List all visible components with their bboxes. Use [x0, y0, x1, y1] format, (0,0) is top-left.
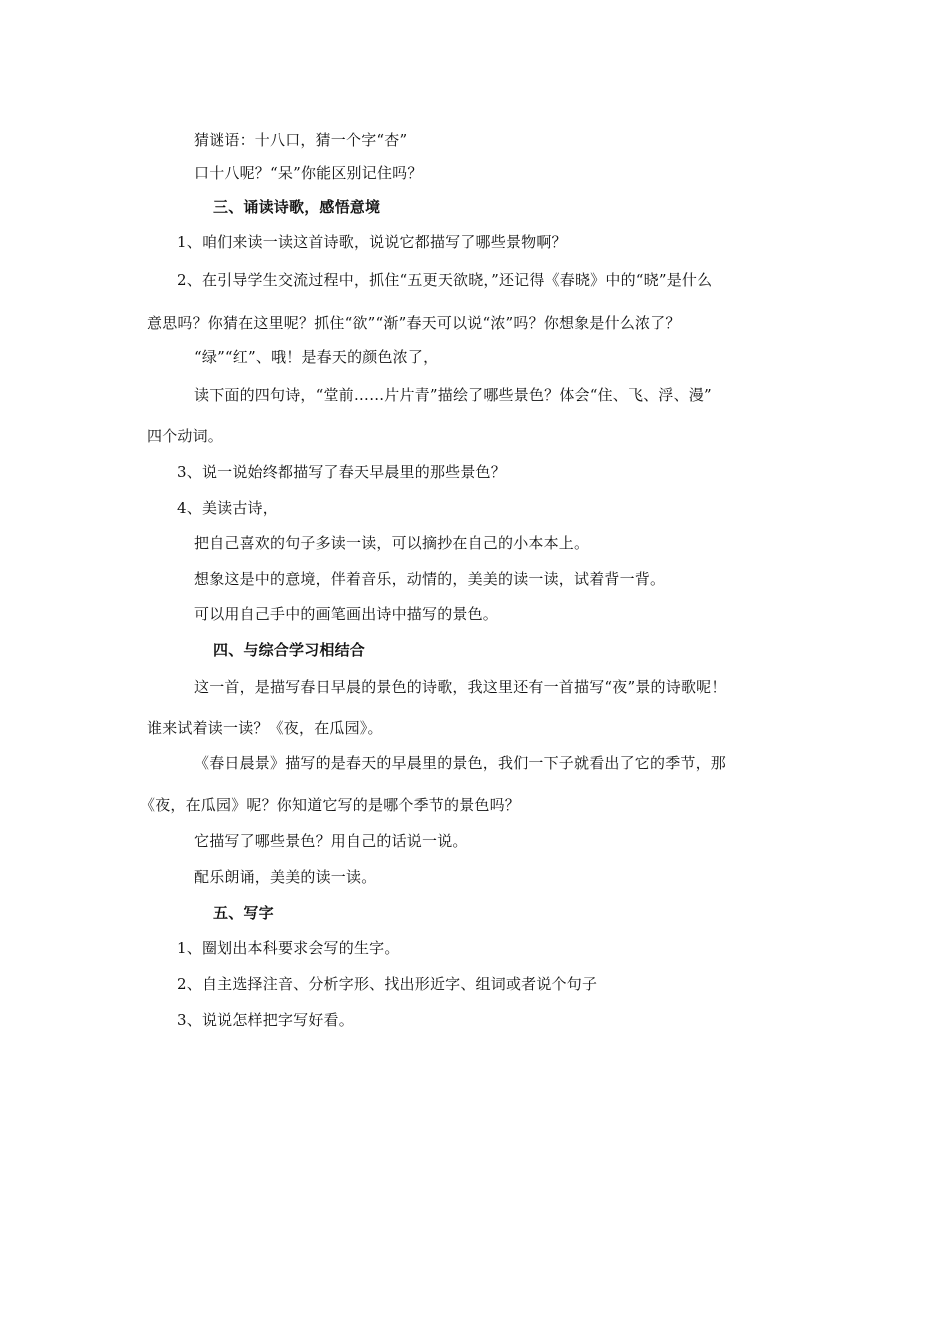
- paragraph-line: “绿”“红”、哦！是春天的颜色浓了，: [194, 348, 439, 366]
- paragraph-line: 意思吗？你猜在这里呢？抓住“欲”“渐”春天可以说“浓”吗？你想象是什么浓了？: [147, 314, 681, 332]
- section-heading-5: 五、写字: [213, 904, 274, 922]
- section-heading-4: 四、与综合学习相结合: [213, 641, 366, 659]
- paragraph-line: 配乐朗诵，美美的读一读。: [194, 868, 377, 886]
- paragraph-line: 把自己喜欢的句子多读一读，可以摘抄在自己的小本本上。: [194, 534, 590, 552]
- paragraph-line: 想象这是中的意境，伴着音乐，动情的，美美的读一读，试着背一背。: [194, 570, 666, 588]
- paragraph-line: 这一首，是描写春日早晨的景色的诗歌，我这里还有一首描写“夜”景的诗歌呢！: [194, 678, 727, 696]
- paragraph-line: 《春日晨景》描写的是春天的早晨里的景色，我们一下子就看出了它的季节，那: [194, 754, 727, 772]
- paragraph-line: 四个动词。: [147, 427, 224, 445]
- riddle-line: 猜谜语：十八口，猜一个字“杏”: [194, 131, 408, 149]
- paragraph-line: 《夜，在瓜园》呢？你知道它写的是哪个季节的景色吗？: [140, 796, 521, 814]
- paragraph-line: 1、咱们来读一读这首诗歌，说说它都描写了哪些景物啊？: [177, 233, 567, 251]
- paragraph-line: 它描写了哪些景色？用自己的话说一说。: [194, 832, 468, 850]
- paragraph-line: 3、说一说始终都描写了春天早晨里的那些景色？: [177, 463, 506, 481]
- paragraph-line: 2、自主选择注音、分析字形、找出形近字、组词或者说个句子: [177, 975, 598, 993]
- paragraph-line: 1、圈划出本科要求会写的生字。: [177, 939, 400, 957]
- paragraph-line: 3、说说怎样把字写好看。: [177, 1011, 354, 1029]
- paragraph-line: 读下面的四句诗，“堂前……片片青”描绘了哪些景色？体会“住、飞、浮、漫”: [194, 386, 712, 404]
- riddle-followup-line: 口十八呢？“呆”你能区别记住吗？: [194, 164, 423, 182]
- section-heading-3: 三、诵读诗歌，感悟意境: [213, 198, 381, 216]
- paragraph-line: 2、在引导学生交流过程中，抓住“五更天欲晓，”还记得《春晓》中的“晓”是什么: [177, 271, 713, 289]
- paragraph-line: 谁来试着读一读？《夜，在瓜园》。: [147, 719, 383, 737]
- paragraph-line: 4、美读古诗，: [177, 499, 278, 517]
- paragraph-line: 可以用自己手中的画笔画出诗中描写的景色。: [194, 605, 499, 623]
